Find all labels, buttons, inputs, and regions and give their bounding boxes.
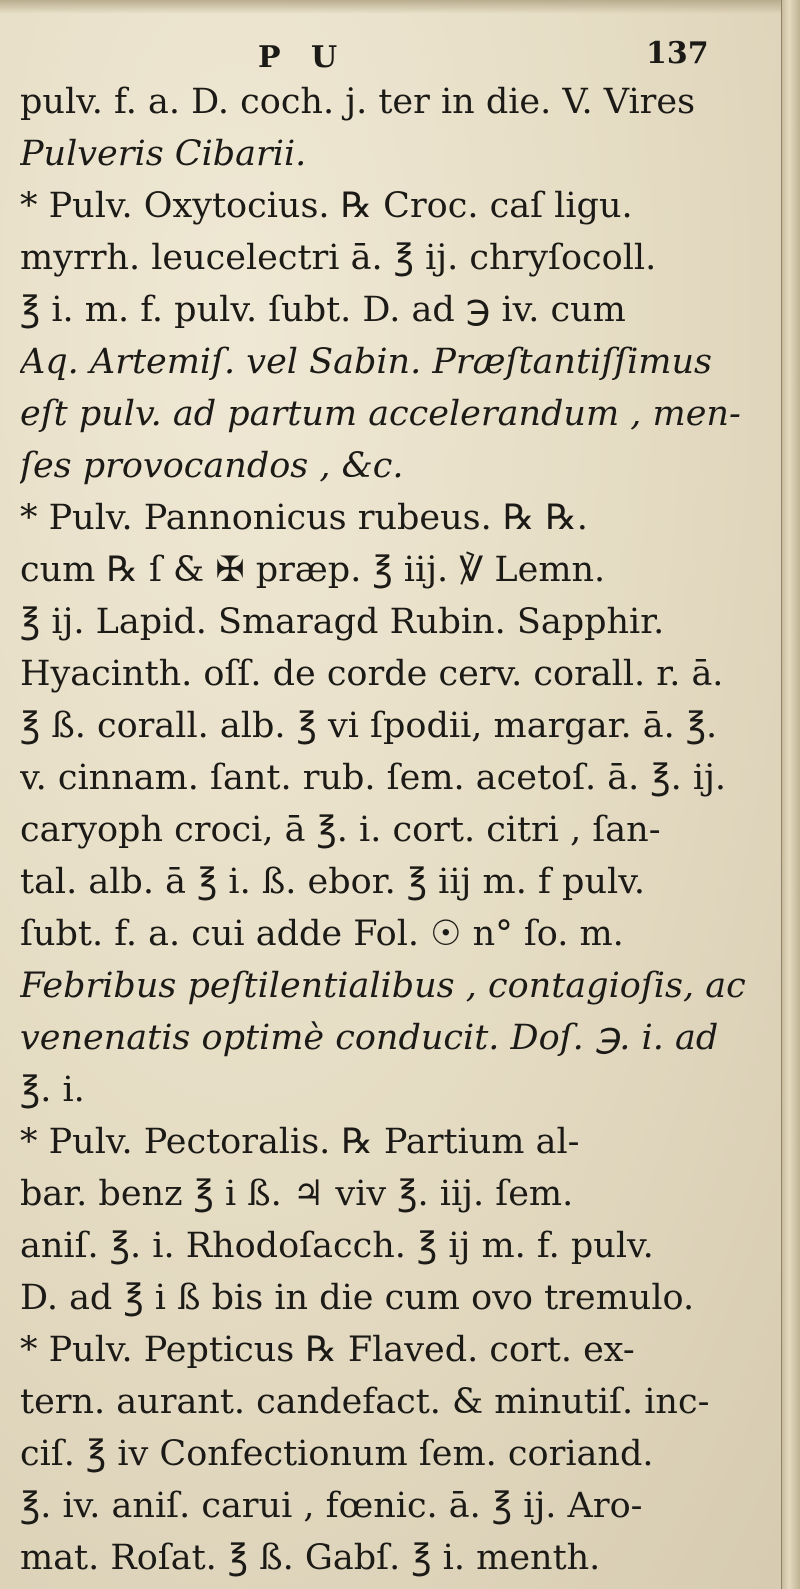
text-line: Febribus peſtilentialibus , contagioſis, ac <box>20 966 746 1006</box>
text-line: ℥ ij. Lapid. Smaragd Rubin. Sapphir. <box>20 602 665 642</box>
text-line: ℥ ß. corall. alb. ℥ vi ſpodii, margar. ā. ℥. <box>20 706 718 746</box>
text-line: tal. alb. ā ℥ i. ß. ebor. ℥ iij m. f pulv. <box>20 862 645 902</box>
text-line: cum ℞ ſ & ✠ præp. ℥ iij. ℣ Lemn. <box>20 550 606 590</box>
section-heading: Pulveris Cibarii. <box>20 134 307 174</box>
page-right-edge <box>781 0 800 1589</box>
page-number: 137 <box>646 36 709 71</box>
text-line: caryoph croci, ā ℥. i. cort. citri , ſan- <box>20 810 661 850</box>
text-line: * Pulv. Pepticus ℞ Flaved. cort. ex- <box>20 1330 635 1370</box>
text-line: tern. aurant. candefact. & minutiſ. inc- <box>20 1382 710 1422</box>
text-line: mat. Roſat. ℥ ß. Gabſ. ℥ i. menth. <box>20 1538 601 1578</box>
text-block <box>20 76 772 1584</box>
text-line: D. ad ℥ i ß bis in die cum ovo tremulo. <box>20 1278 695 1318</box>
text-line: ciſ. ℥ iv Confectionum ſem. coriand. <box>20 1434 654 1474</box>
text-line: Hyacinth. oſſ. de corde cerv. corall. r. ā. <box>20 654 724 694</box>
text-line: pulv. f. a. D. coch. j. ter in die. V. Vires <box>20 82 696 122</box>
text-line: myrrh. leucelectri ā. ℥ ij. chryſocoll. <box>20 238 657 278</box>
text-line: ℥. iv. aniſ. carui , fœnic. ā. ℥ ij. Aro- <box>20 1486 643 1526</box>
text-line: ℥ i. m. f. pulv. ſubt. D. ad ℈ iv. cum <box>20 290 626 330</box>
running-head <box>0 14 760 74</box>
text-line: aniſ. ℥. i. Rhodoſacch. ℥ ij m. f. pulv. <box>20 1226 654 1266</box>
text-line: ſes provocandos , &c. <box>20 446 404 486</box>
text-line: venenatis optimè conducit. Doſ. ℈. i. ad <box>20 1018 719 1058</box>
page-top-edge <box>0 0 800 14</box>
text-line: eſt pulv. ad partum accelerandum , men- <box>20 394 741 434</box>
text-line: bar. benz ℥ i ß. ♃ viv ℥. iij. ſem. <box>20 1174 574 1214</box>
signature-mark: P U <box>258 40 348 75</box>
text-line: ℥. i. <box>20 1070 85 1110</box>
text-line: v. cinnam. ſant. rub. ſem. acetoſ. ā. ℥. ij. <box>20 758 727 798</box>
text-line: Aq. Artemiſ. vel Sabin. Præſtantiſſimus <box>20 342 713 382</box>
text-line: * Pulv. Oxytocius. ℞ Croc. caſ ligu. <box>20 186 633 226</box>
text-line: * Pulv. Pectoralis. ℞ Partium al- <box>20 1122 580 1162</box>
text-line: ſubt. f. a. cui adde Fol. ☉ n° ſo. m. <box>20 914 624 954</box>
text-line: * Pulv. Pannonicus rubeus. ℞ ℞. <box>20 498 588 538</box>
